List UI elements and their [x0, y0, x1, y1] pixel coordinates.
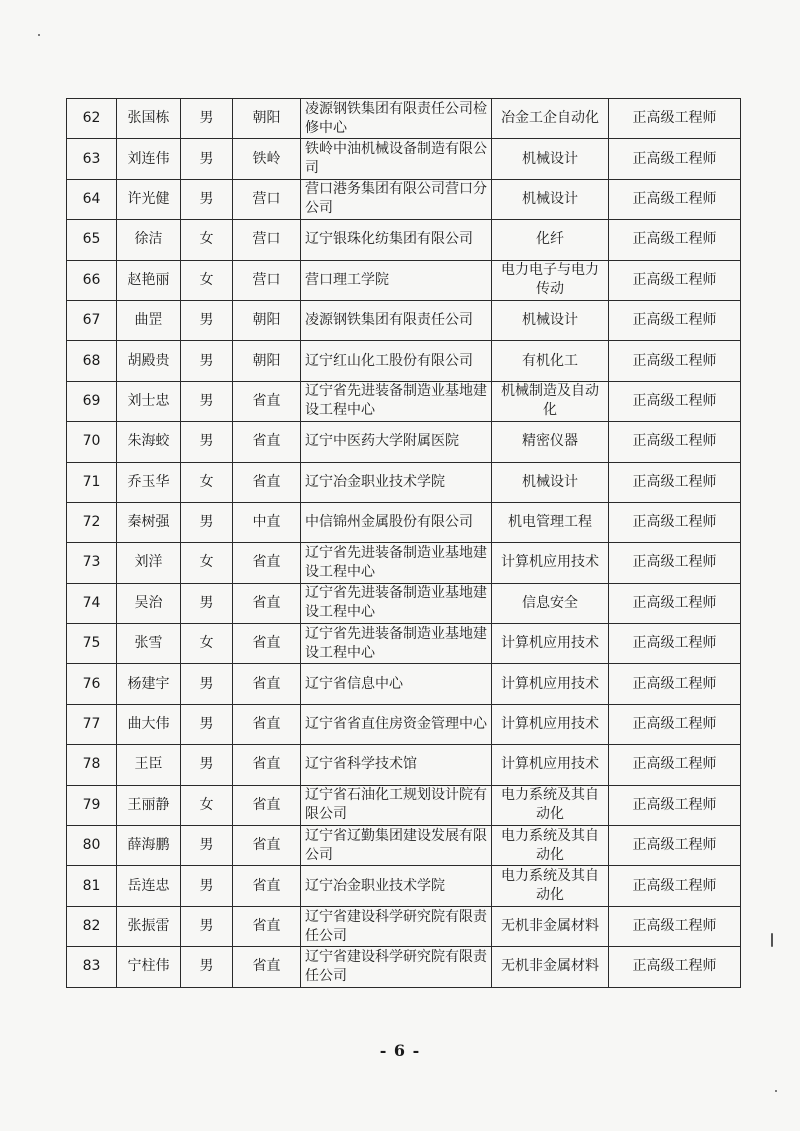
person-name-cell: 杨建宇	[117, 664, 181, 704]
work-unit-cell: 辽宁省辽勤集团建设发展有限公司	[301, 826, 492, 866]
work-unit-cell: 辽宁中医药大学附属医院	[301, 422, 492, 462]
gender-cell: 男	[181, 826, 233, 866]
row-number-cell: 69	[67, 381, 117, 421]
region-cell: 朝阳	[233, 300, 301, 340]
row-number-cell: 78	[67, 745, 117, 785]
region-cell: 省直	[233, 785, 301, 825]
table-row	[67, 866, 741, 906]
person-name-cell: 王臣	[117, 745, 181, 785]
row-number-cell: 79	[67, 785, 117, 825]
table-row	[67, 502, 741, 542]
professional-title-cell: 正高级工程师	[609, 543, 741, 583]
row-number-cell: 80	[67, 826, 117, 866]
work-unit-cell: 辽宁省建设科学研究院有限责任公司	[301, 906, 492, 946]
professional-title-cell: 正高级工程师	[609, 906, 741, 946]
table-row	[67, 624, 741, 664]
region-cell: 省直	[233, 462, 301, 502]
gender-cell: 男	[181, 179, 233, 219]
region-cell: 省直	[233, 583, 301, 623]
work-unit-cell: 辽宁省先进装备制造业基地建设工程中心	[301, 381, 492, 421]
person-name-cell: 张国栋	[117, 99, 181, 139]
specialty-cell: 信息安全	[492, 583, 609, 623]
row-number-cell: 71	[67, 462, 117, 502]
work-unit-cell: 辽宁省省直住房资金管理中心	[301, 704, 492, 744]
person-name-cell: 刘洋	[117, 543, 181, 583]
row-number-cell: 68	[67, 341, 117, 381]
region-cell: 中直	[233, 502, 301, 542]
person-name-cell: 王丽静	[117, 785, 181, 825]
professional-title-cell: 正高级工程师	[609, 624, 741, 664]
gender-cell: 女	[181, 785, 233, 825]
row-number-cell: 74	[67, 583, 117, 623]
table-row	[67, 422, 741, 462]
table-row	[67, 381, 741, 421]
region-cell: 铁岭	[233, 139, 301, 179]
region-cell: 省直	[233, 906, 301, 946]
specialty-cell: 电力系统及其自动化	[492, 785, 609, 825]
region-cell: 营口	[233, 179, 301, 219]
work-unit-cell: 中信锦州金属股份有限公司	[301, 502, 492, 542]
person-name-cell: 赵艳丽	[117, 260, 181, 300]
row-number-cell: 73	[67, 543, 117, 583]
table-row	[67, 300, 741, 340]
region-cell: 朝阳	[233, 99, 301, 139]
gender-cell: 男	[181, 502, 233, 542]
work-unit-cell: 辽宁省科学技术馆	[301, 745, 492, 785]
work-unit-cell: 辽宁冶金职业技术学院	[301, 462, 492, 502]
person-name-cell: 乔玉华	[117, 462, 181, 502]
gender-cell: 男	[181, 947, 233, 987]
table-row	[67, 704, 741, 744]
work-unit-cell: 辽宁省石油化工规划设计院有限公司	[301, 785, 492, 825]
work-unit-cell: 辽宁省先进装备制造业基地建设工程中心	[301, 624, 492, 664]
work-unit-cell: 辽宁省建设科学研究院有限责任公司	[301, 947, 492, 987]
table-row	[67, 139, 741, 179]
professional-title-cell: 正高级工程师	[609, 583, 741, 623]
work-unit-cell: 辽宁省先进装备制造业基地建设工程中心	[301, 543, 492, 583]
professional-title-cell: 正高级工程师	[609, 99, 741, 139]
professional-title-cell: 正高级工程师	[609, 220, 741, 260]
personnel-table	[66, 98, 741, 988]
gender-cell: 男	[181, 99, 233, 139]
work-unit-cell: 辽宁省先进装备制造业基地建设工程中心	[301, 583, 492, 623]
work-unit-cell: 营口理工学院	[301, 260, 492, 300]
row-number-cell: 66	[67, 260, 117, 300]
work-unit-cell: 凌源钢铁集团有限责任公司检修中心	[301, 99, 492, 139]
gender-cell: 男	[181, 422, 233, 462]
specialty-cell: 电力电子与电力传动	[492, 260, 609, 300]
row-number-cell: 64	[67, 179, 117, 219]
professional-title-cell: 正高级工程师	[609, 260, 741, 300]
specialty-cell: 机械制造及自动化	[492, 381, 609, 421]
table-row	[67, 947, 741, 987]
row-number-cell: 63	[67, 139, 117, 179]
specialty-cell: 机械设计	[492, 300, 609, 340]
gender-cell: 女	[181, 260, 233, 300]
person-name-cell: 吴治	[117, 583, 181, 623]
page-number: - 6 -	[379, 1041, 421, 1060]
specialty-cell: 计算机应用技术	[492, 624, 609, 664]
professional-title-cell: 正高级工程师	[609, 502, 741, 542]
region-cell: 省直	[233, 422, 301, 462]
person-name-cell: 曲罡	[117, 300, 181, 340]
gender-cell: 男	[181, 583, 233, 623]
row-number-cell: 65	[67, 220, 117, 260]
table-row	[67, 462, 741, 502]
region-cell: 省直	[233, 745, 301, 785]
work-unit-cell: 凌源钢铁集团有限责任公司	[301, 300, 492, 340]
professional-title-cell: 正高级工程师	[609, 300, 741, 340]
region-cell: 省直	[233, 624, 301, 664]
region-cell: 省直	[233, 381, 301, 421]
specialty-cell: 机械设计	[492, 462, 609, 502]
specialty-cell: 计算机应用技术	[492, 664, 609, 704]
person-name-cell: 徐洁	[117, 220, 181, 260]
person-name-cell: 朱海蛟	[117, 422, 181, 462]
person-name-cell: 曲大伟	[117, 704, 181, 744]
scan-speck	[775, 1090, 777, 1092]
table-body	[67, 99, 741, 988]
person-name-cell: 张雪	[117, 624, 181, 664]
work-unit-cell: 辽宁红山化工股份有限公司	[301, 341, 492, 381]
work-unit-cell: 铁岭中油机械设备制造有限公司	[301, 139, 492, 179]
person-name-cell: 张振雷	[117, 906, 181, 946]
gender-cell: 男	[181, 381, 233, 421]
specialty-cell: 机械设计	[492, 139, 609, 179]
region-cell: 营口	[233, 260, 301, 300]
specialty-cell: 化纤	[492, 220, 609, 260]
specialty-cell: 机电管理工程	[492, 502, 609, 542]
professional-title-cell: 正高级工程师	[609, 381, 741, 421]
table-row	[67, 543, 741, 583]
table-row	[67, 341, 741, 381]
region-cell: 省直	[233, 704, 301, 744]
professional-title-cell: 正高级工程师	[609, 704, 741, 744]
person-name-cell: 岳连忠	[117, 866, 181, 906]
table-row	[67, 785, 741, 825]
row-number-cell: 70	[67, 422, 117, 462]
work-unit-cell: 营口港务集团有限公司营口分公司	[301, 179, 492, 219]
region-cell: 省直	[233, 826, 301, 866]
row-number-cell: 76	[67, 664, 117, 704]
row-number-cell: 82	[67, 906, 117, 946]
gender-cell: 女	[181, 220, 233, 260]
professional-title-cell: 正高级工程师	[609, 826, 741, 866]
row-number-cell: 81	[67, 866, 117, 906]
gender-cell: 女	[181, 462, 233, 502]
person-name-cell: 刘连伟	[117, 139, 181, 179]
specialty-cell: 计算机应用技术	[492, 543, 609, 583]
specialty-cell: 冶金工企自动化	[492, 99, 609, 139]
row-number-cell: 75	[67, 624, 117, 664]
professional-title-cell: 正高级工程师	[609, 664, 741, 704]
professional-title-cell: 正高级工程师	[609, 462, 741, 502]
specialty-cell: 精密仪器	[492, 422, 609, 462]
specialty-cell: 计算机应用技术	[492, 745, 609, 785]
table-row	[67, 745, 741, 785]
gender-cell: 男	[181, 866, 233, 906]
table-row	[67, 906, 741, 946]
scan-speck	[38, 34, 40, 36]
person-name-cell: 秦树强	[117, 502, 181, 542]
gender-cell: 女	[181, 624, 233, 664]
row-number-cell: 83	[67, 947, 117, 987]
professional-title-cell: 正高级工程师	[609, 947, 741, 987]
gender-cell: 男	[181, 300, 233, 340]
region-cell: 省直	[233, 947, 301, 987]
table-row	[67, 99, 741, 139]
region-cell: 省直	[233, 866, 301, 906]
table-row	[67, 179, 741, 219]
work-unit-cell: 辽宁省信息中心	[301, 664, 492, 704]
specialty-cell: 有机化工	[492, 341, 609, 381]
person-name-cell: 刘士忠	[117, 381, 181, 421]
professional-title-cell: 正高级工程师	[609, 179, 741, 219]
gender-cell: 女	[181, 543, 233, 583]
table-row	[67, 260, 741, 300]
professional-title-cell: 正高级工程师	[609, 785, 741, 825]
row-number-cell: 67	[67, 300, 117, 340]
gender-cell: 男	[181, 664, 233, 704]
row-number-cell: 72	[67, 502, 117, 542]
person-name-cell: 薛海鹏	[117, 826, 181, 866]
professional-title-cell: 正高级工程师	[609, 866, 741, 906]
work-unit-cell: 辽宁冶金职业技术学院	[301, 866, 492, 906]
person-name-cell: 胡殿贵	[117, 341, 181, 381]
specialty-cell: 机械设计	[492, 179, 609, 219]
region-cell: 省直	[233, 664, 301, 704]
gender-cell: 男	[181, 704, 233, 744]
scan-speck	[771, 933, 773, 947]
gender-cell: 男	[181, 745, 233, 785]
professional-title-cell: 正高级工程师	[609, 745, 741, 785]
gender-cell: 男	[181, 341, 233, 381]
region-cell: 营口	[233, 220, 301, 260]
specialty-cell: 无机非金属材料	[492, 906, 609, 946]
person-name-cell: 许光健	[117, 179, 181, 219]
region-cell: 朝阳	[233, 341, 301, 381]
professional-title-cell: 正高级工程师	[609, 422, 741, 462]
specialty-cell: 计算机应用技术	[492, 704, 609, 744]
professional-title-cell: 正高级工程师	[609, 341, 741, 381]
gender-cell: 男	[181, 906, 233, 946]
table-row	[67, 664, 741, 704]
row-number-cell: 62	[67, 99, 117, 139]
person-name-cell: 宁柱伟	[117, 947, 181, 987]
row-number-cell: 77	[67, 704, 117, 744]
table-row	[67, 583, 741, 623]
gender-cell: 男	[181, 139, 233, 179]
region-cell: 省直	[233, 543, 301, 583]
table-row	[67, 826, 741, 866]
work-unit-cell: 辽宁银珠化纺集团有限公司	[301, 220, 492, 260]
specialty-cell: 无机非金属材料	[492, 947, 609, 987]
table-row	[67, 220, 741, 260]
specialty-cell: 电力系统及其自动化	[492, 826, 609, 866]
specialty-cell: 电力系统及其自动化	[492, 866, 609, 906]
professional-title-cell: 正高级工程师	[609, 139, 741, 179]
